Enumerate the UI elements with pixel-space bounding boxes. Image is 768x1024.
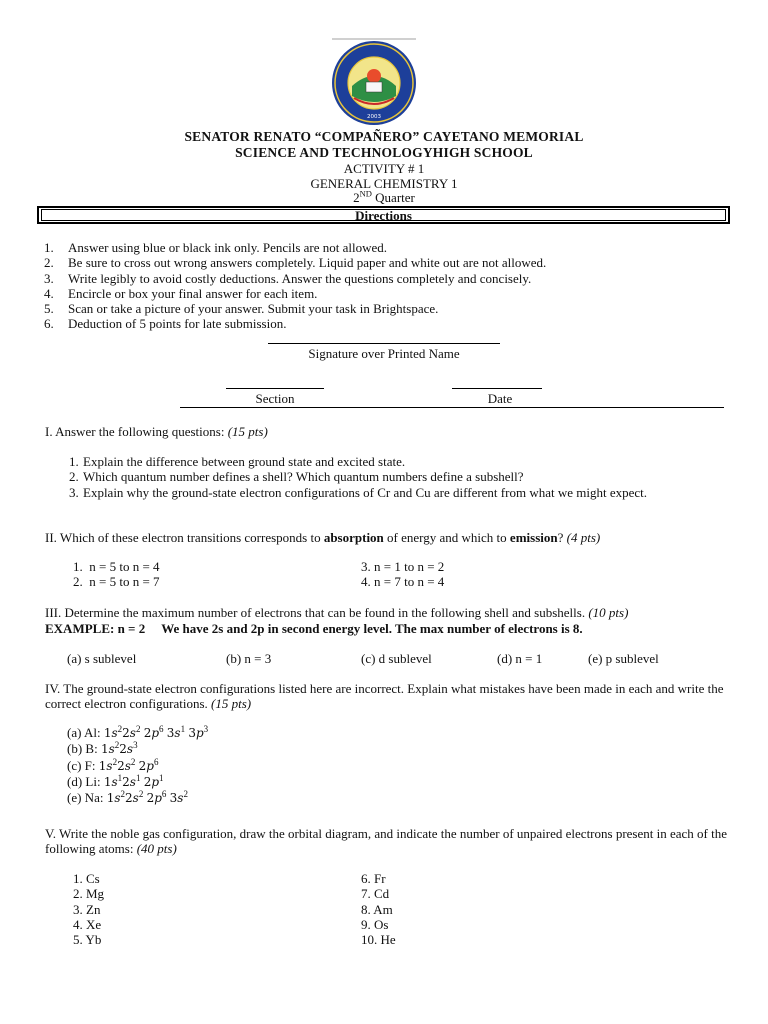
- list-item: 4. n = 7 to n = 4: [361, 574, 445, 590]
- part1-heading: I. Answer the following questions: (15 pts): [45, 424, 268, 439]
- list-item: 3. Write legibly to avoid costly deductions. Answer the questions completely and concisely.: [44, 270, 532, 286]
- list-item: 2. Which quantum number defines a shell? Which quantum numbers define a subshell?: [69, 469, 524, 485]
- subject-title: GENERAL CHEMISTRY 1: [310, 176, 458, 191]
- part2-heading: II. Which of these electron transitions corresponds to absorption of energy and which to emission? (4 pts): [45, 530, 601, 545]
- list-item: 4. Xe: [73, 916, 102, 932]
- school-name-line2: SCIENCE AND TECHNOLOGYHIGH SCHOOL: [235, 145, 533, 160]
- list-item: 2. Be sure to cross out wrong answers completely. Liquid paper and white out are not allowed.: [44, 255, 547, 271]
- config-item: (a) Al: $1s^22s^2$ $2p^6$ $3s^1$ $3p^3$: [67, 724, 209, 740]
- list-item: 1. Answer using blue or black ink only. Pencils are not allowed.: [44, 240, 388, 255]
- part3-item-e: (e) p sublevel: [588, 651, 659, 666]
- part5-col-left: [73, 871, 104, 947]
- list-item: 4. Encircle or box your final answer for each item.: [44, 285, 318, 301]
- list-item: 5. Yb: [73, 932, 102, 948]
- config-item: (b) B: $1s^22s^3$: [67, 740, 138, 757]
- list-item: 1. Explain the difference between ground state and excited state.: [69, 454, 406, 469]
- part1-questions: [69, 454, 729, 500]
- school-name-line1: SENATOR RENATO “COMPAÑERO” CAYETANO MEMORIAL: [184, 129, 584, 144]
- signature-label: Signature over Printed Name: [308, 346, 460, 361]
- list-item: 10. He: [361, 932, 396, 948]
- config-item: (c) F: $1s^22s^2$ $2p^6$: [67, 756, 159, 773]
- list-item: 6. Fr: [361, 871, 386, 886]
- part3-item-c: (c) d sublevel: [361, 651, 432, 666]
- activity-title: ACTIVITY # 1: [343, 161, 425, 176]
- list-item: 2. Mg: [73, 886, 105, 902]
- part2-col-left: [73, 559, 160, 590]
- list-item: 6. Deduction of 5 points for late submission.: [44, 316, 287, 332]
- quarter-title: 2ND Quarter: [353, 188, 415, 205]
- date-label: Date: [487, 391, 513, 406]
- list-item: 3. Zn: [73, 901, 101, 917]
- part3-example: EXAMPLE: n = 2 We have 2s and 2p in second energy level. The max number of electrons is 8.: [45, 621, 583, 636]
- part5-col-right: [361, 871, 396, 947]
- divider-line: [180, 407, 724, 408]
- section-label: Section: [255, 391, 295, 406]
- config-item: (d) Li: $1s^12s^1$ $2p^1$: [67, 772, 164, 789]
- list-item: 5. Scan or take a picture of your answer. Submit your task in Brightspace.: [44, 301, 439, 317]
- list-item: 1. n = 5 to n = 4: [73, 559, 160, 574]
- part4-configs: [67, 725, 208, 806]
- list-item: 9. Os: [361, 916, 389, 932]
- part3-item-b: (b) n = 3: [226, 651, 272, 666]
- directions-list: [44, 240, 744, 332]
- svg-text:2003: 2003: [367, 114, 381, 120]
- part3-item-d: (d) n = 1: [497, 651, 543, 666]
- list-item: 1. Cs: [73, 871, 100, 886]
- part5-heading: V. Write the noble gas configuration, draw the orbital diagram, and indicate the number of unpaired electrons present in each of the following atoms: (40 pts): [45, 826, 727, 857]
- list-item: 2. n = 5 to n = 7: [73, 574, 160, 590]
- list-item: 7. Cd: [361, 886, 390, 902]
- section-line: [226, 388, 324, 389]
- part4-heading: IV. The ground-state electron configurations listed here are incorrect. Explain what mistakes have been made in each and write the correct electron configurations. (15 pts): [45, 681, 724, 712]
- date-line: [452, 388, 542, 389]
- list-item: 3. n = 1 to n = 2: [361, 559, 445, 574]
- part2-col-right: [361, 559, 444, 590]
- directions-header: Directions: [37, 206, 730, 224]
- config-item: (e) Na: $1s^22s^2$ $2p^6$ $3s^2$: [67, 789, 188, 806]
- signature-line: [268, 343, 500, 344]
- part3-heading: III. Determine the maximum number of electrons that can be found in the following shell and subshells. (10 pts): [45, 605, 629, 620]
- school-logo: [330, 38, 418, 126]
- list-item: 3. Explain why the ground-state electron configurations of Cr and Cu are different from what we might expect.: [69, 484, 648, 500]
- list-item: 8. Am: [361, 901, 393, 917]
- part3-item-a: (a) s sublevel: [67, 651, 137, 666]
